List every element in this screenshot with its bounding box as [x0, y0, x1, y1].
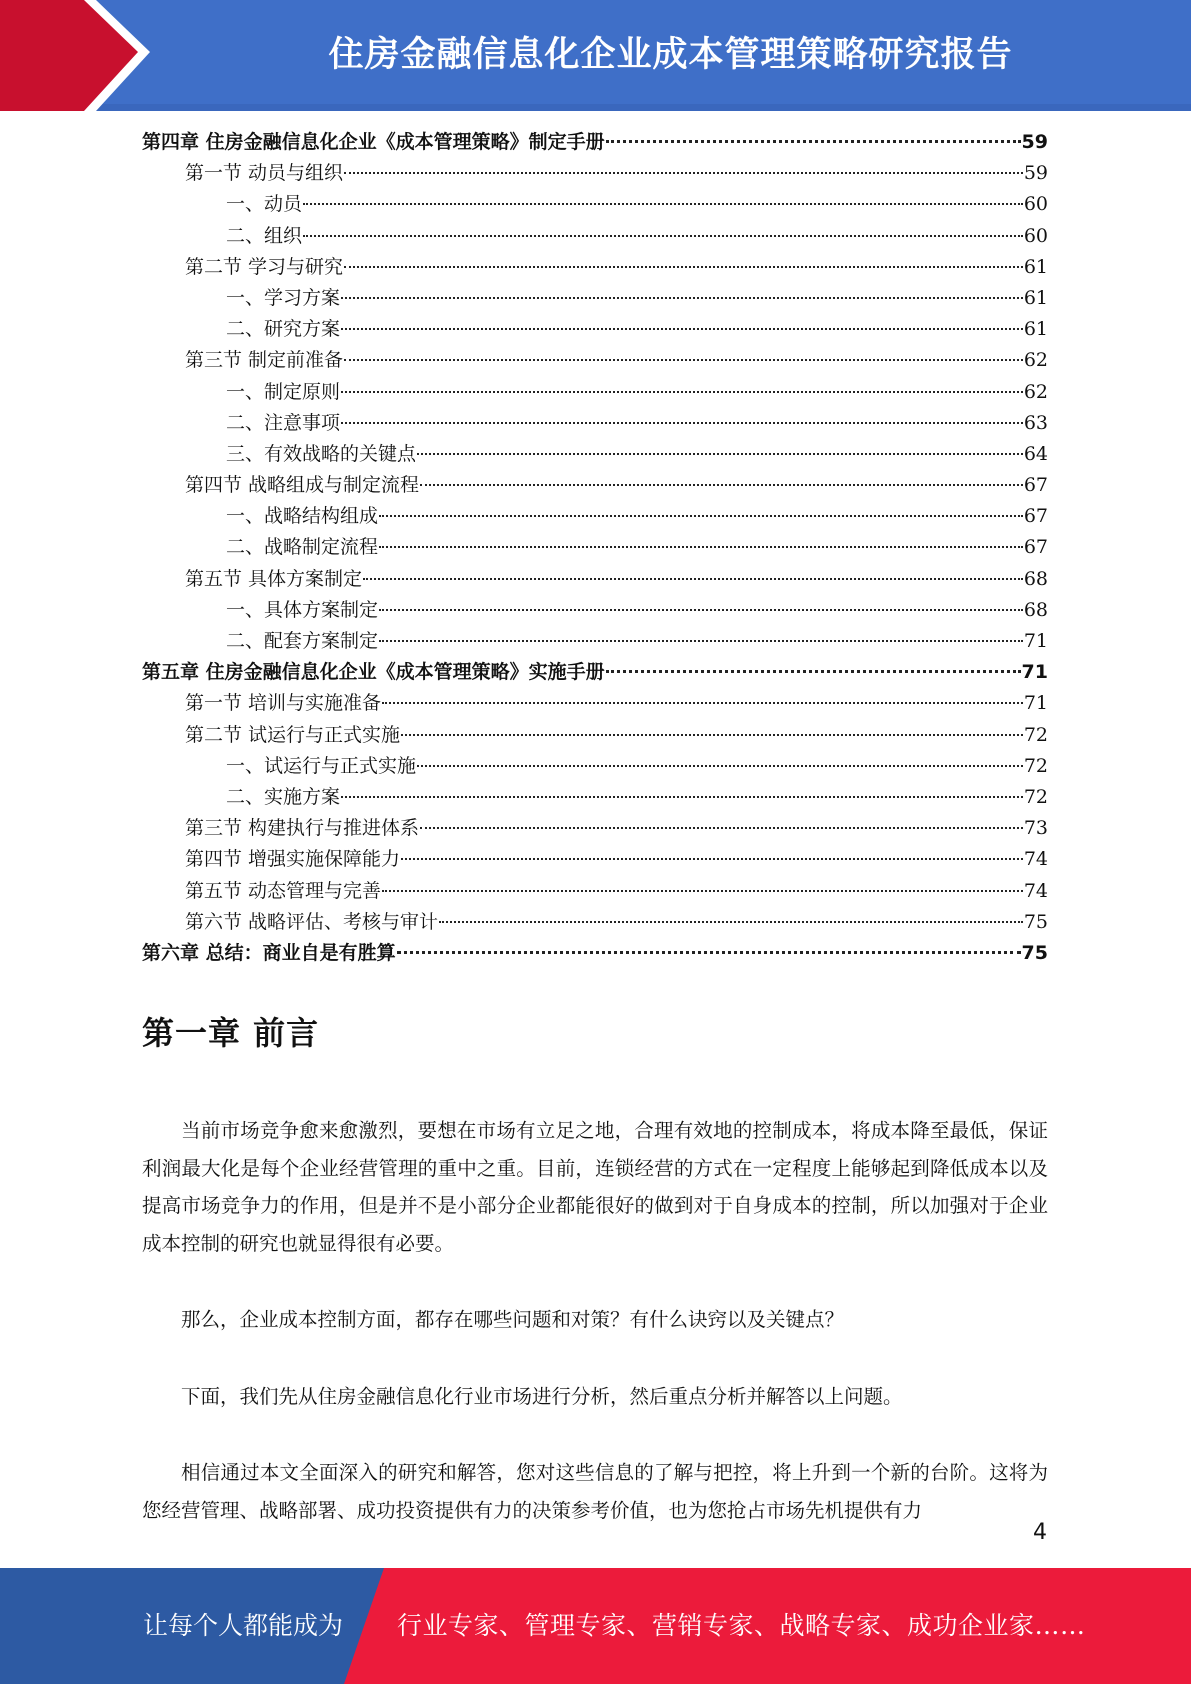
toc-entry-page: 67 [1023, 505, 1048, 528]
toc-entry[interactable] [142, 876, 1048, 907]
toc-entry[interactable] [142, 439, 1048, 470]
toc-entry[interactable] [142, 501, 1048, 532]
paragraph: 相信通过本文全面深入的研究和解答，您对这些信息的了解与把控，将上升到一个新的台阶。这将为您经营管理、战略部署、成功投资提供有力的决策参考价值，也为您抢占市场先机提供有力 [142, 1461, 1048, 1522]
toc-leader-dots [417, 765, 1023, 767]
toc-entry-page: 67 [1023, 536, 1048, 559]
toc-entry-page: 72 [1023, 754, 1048, 777]
toc-leader-dots [344, 266, 1023, 268]
toc-entry[interactable] [142, 938, 1048, 969]
toc-entry-title: 二、实施方案 [226, 785, 341, 808]
toc-entry-page: 75 [1021, 941, 1048, 964]
toc-entry-page: 60 [1023, 193, 1048, 216]
chapter-heading: 第一章 前言 [142, 1014, 320, 1052]
toc-entry-title: 第二节 学习与研究 [185, 255, 344, 278]
toc-leader-dots [420, 827, 1023, 829]
toc-leader-dots [606, 140, 1021, 143]
toc-entry-title: 第二节 试运行与正式实施 [185, 723, 401, 746]
toc-entry[interactable] [142, 564, 1048, 595]
report-title: 住房金融信息化企业成本管理策略研究报告 [328, 35, 1013, 75]
toc-entry-page: 73 [1023, 817, 1048, 840]
toc-entry-title: 一、试运行与正式实施 [226, 754, 417, 777]
toc-entry-page: 61 [1023, 286, 1048, 309]
toc-entry-page: 74 [1023, 848, 1048, 871]
toc-leader-dots [341, 422, 1023, 424]
toc-entry[interactable] [142, 626, 1048, 657]
paragraph: 下面，我们先从住房金融信息化行业市场进行分析，然后重点分析并解答以上问题。 [181, 1384, 903, 1408]
toc-leader-dots [382, 890, 1023, 892]
toc-entry-title: 第四节 增强实施保障能力 [185, 848, 401, 871]
toc-entry[interactable] [142, 595, 1048, 626]
toc-leader-dots [344, 172, 1023, 174]
toc-entry-page: 62 [1023, 349, 1048, 372]
footer-roles: 行业专家、管理专家、营销专家、战略专家、成功企业家…… [397, 1611, 1086, 1640]
toc-entry[interactable] [142, 470, 1048, 501]
toc-entry-page: 61 [1023, 318, 1048, 341]
toc-leader-dots [439, 921, 1023, 923]
toc-entry-title: 第五章 住房金融信息化企业《成本管理策略》实施手册 [142, 661, 605, 684]
toc-leader-dots [379, 515, 1023, 517]
toc-entry[interactable] [142, 158, 1048, 189]
toc-entry-page: 71 [1023, 692, 1048, 715]
toc-leader-dots [417, 453, 1023, 455]
toc-leader-dots [379, 546, 1023, 548]
table-of-contents [142, 127, 1048, 969]
toc-entry-page: 68 [1023, 598, 1048, 621]
toc-entry[interactable] [142, 408, 1048, 439]
toc-leader-dots [341, 391, 1023, 393]
toc-entry-title: 第四章 住房金融信息化企业《成本管理策略》制定手册 [142, 131, 605, 153]
toc-entry-page: 59 [1023, 162, 1048, 185]
toc-entry[interactable] [142, 782, 1048, 813]
toc-entry[interactable] [142, 189, 1048, 220]
page-header [0, 0, 1191, 111]
toc-entry-title: 一、战略结构组成 [226, 505, 379, 528]
toc-entry-title: 第五节 动态管理与完善 [185, 879, 382, 902]
chapter-body [142, 1112, 1048, 1568]
toc-entry-page: 71 [1021, 661, 1048, 684]
toc-entry[interactable] [142, 314, 1048, 345]
toc-leader-dots [401, 858, 1023, 860]
toc-entry-page: 62 [1023, 380, 1048, 403]
toc-entry[interactable] [142, 221, 1048, 252]
toc-entry[interactable] [142, 813, 1048, 844]
toc-leader-dots [303, 203, 1023, 205]
toc-entry-title: 第三节 构建执行与推进体系 [185, 817, 420, 840]
toc-entry-page: 60 [1023, 224, 1048, 247]
toc-leader-dots [382, 702, 1023, 704]
toc-entry-page: 63 [1023, 411, 1048, 434]
toc-entry-title: 第一节 动员与组织 [185, 162, 344, 185]
toc-leader-dots [363, 578, 1023, 580]
paragraph: 当前市场竞争愈来愈激烈，要想在市场有立足之地，合理有效地的控制成本，将成本降至最低，保证利润最大化是每个企业经营管理的重中之重。目前，连锁经营的方式在一定程度上能够起到降低成本以及提高市场竞争力的作用，但是并不是小部分企业都能很好的做到对于自身成本的控制，所以加强对于企业成本控制的研究也就显得很有必要。 [142, 1119, 1048, 1255]
toc-entry-title: 第三节 制定前准备 [185, 349, 344, 372]
toc-leader-dots [344, 359, 1023, 361]
toc-entry[interactable] [142, 252, 1048, 283]
toc-entry-page: 68 [1023, 567, 1048, 590]
toc-entry-title: 二、组织 [226, 224, 303, 247]
toc-entry-title: 一、动员 [226, 193, 303, 216]
toc-leader-dots [379, 609, 1023, 611]
toc-entry-page: 72 [1023, 723, 1048, 746]
toc-entry[interactable] [142, 907, 1048, 938]
toc-entry-title: 第六节 战略评估、考核与审计 [185, 910, 439, 933]
toc-entry-title: 三、有效战略的关键点 [226, 442, 417, 465]
footer-slogan: 让每个人都能成为 [143, 1611, 344, 1640]
toc-entry-page: 61 [1023, 255, 1048, 278]
toc-entry-title: 一、具体方案制定 [226, 598, 379, 621]
toc-entry[interactable] [142, 127, 1048, 158]
toc-entry[interactable] [142, 751, 1048, 782]
toc-leader-dots [420, 484, 1023, 486]
toc-entry[interactable] [142, 532, 1048, 563]
toc-entry-title: 第六章 总结：商业自是有胜算 [142, 941, 396, 964]
toc-leader-dots [379, 640, 1023, 642]
page-footer [0, 1568, 1191, 1684]
toc-entry-title: 二、注意事项 [226, 411, 341, 434]
toc-leader-dots [606, 670, 1021, 673]
toc-entry[interactable] [142, 844, 1048, 875]
toc-entry-title: 一、制定原则 [226, 380, 341, 403]
toc-leader-dots [397, 951, 1021, 954]
toc-entry[interactable] [142, 688, 1048, 719]
toc-entry[interactable] [142, 345, 1048, 376]
toc-entry-page: 67 [1023, 474, 1048, 497]
toc-entry-page: 75 [1023, 910, 1048, 933]
toc-entry[interactable] [142, 283, 1048, 314]
toc-entry-page: 71 [1023, 630, 1048, 652]
toc-entry-title: 第四节 战略组成与制定流程 [185, 474, 420, 497]
toc-leader-dots [303, 235, 1023, 237]
toc-entry-title: 二、配套方案制定 [226, 630, 379, 652]
toc-leader-dots [341, 328, 1023, 330]
toc-leader-dots [401, 734, 1023, 736]
toc-entry-title: 第一节 培训与实施准备 [185, 692, 382, 715]
toc-entry-page: 74 [1023, 879, 1048, 902]
toc-entry[interactable] [142, 377, 1048, 408]
toc-entry-title: 一、学习方案 [226, 286, 341, 309]
toc-entry[interactable] [142, 720, 1048, 751]
toc-entry-title: 第五节 具体方案制定 [185, 567, 363, 590]
toc-leader-dots [341, 796, 1023, 798]
toc-entry-title: 二、研究方案 [226, 318, 341, 341]
toc-entry-page: 64 [1023, 442, 1048, 465]
toc-entry-page: 59 [1021, 131, 1048, 153]
toc-entry-page: 72 [1023, 785, 1048, 808]
toc-entry-title: 二、战略制定流程 [226, 536, 379, 559]
toc-entry[interactable] [142, 657, 1048, 688]
toc-leader-dots [341, 297, 1023, 299]
page-number: 4 [1033, 1520, 1047, 1545]
paragraph: 那么，企业成本控制方面，都存在哪些问题和对策？有什么诀窍以及关键点？ [181, 1308, 845, 1331]
